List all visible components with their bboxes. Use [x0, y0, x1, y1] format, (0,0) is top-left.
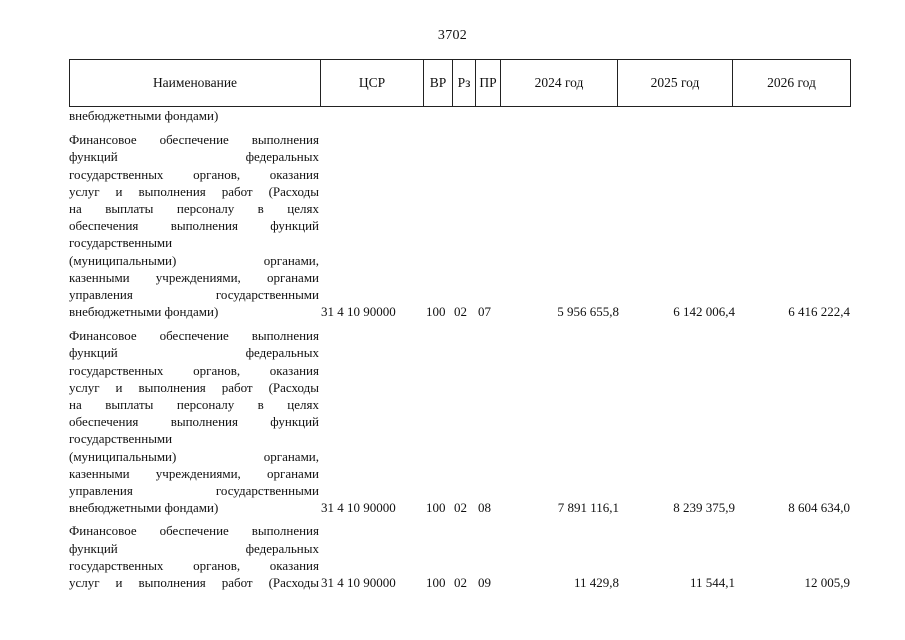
row-name-line: государственными	[69, 431, 173, 447]
header-rz: Рз	[453, 60, 476, 107]
row-name-line: Финансовое обеспечение выполнения	[69, 328, 319, 344]
table-row	[69, 131, 850, 320]
row-pr: 09	[478, 574, 491, 590]
header-csr: ЦСР	[321, 60, 424, 107]
row-name-line: внебюджетными фондами)	[69, 500, 219, 516]
row-value-2025: 8 239 375,9	[673, 500, 735, 516]
row-name-line: государственными	[69, 235, 173, 251]
continuation-line: внебюджетными фондами)	[69, 108, 219, 123]
row-value-2026: 6 416 222,4	[788, 304, 850, 320]
row-rz: 02	[454, 574, 467, 590]
row-value-2024: 11 429,8	[573, 574, 619, 590]
header-2024: 2024 год	[501, 60, 618, 107]
table-row	[69, 327, 850, 516]
row-vr: 100	[426, 500, 446, 516]
header-2026: 2026 год	[733, 60, 851, 107]
header-name: Наименование	[70, 60, 321, 107]
row-name-line: функций федеральных	[69, 149, 319, 165]
row-name-line: управления государственными	[69, 482, 319, 498]
row-vr: 100	[426, 304, 446, 320]
row-name-line: казенными учреждениями, органами	[69, 465, 319, 481]
row-name-line: Финансовое обеспечение выполнения	[69, 132, 319, 148]
row-value-2025: 6 142 006,4	[673, 304, 735, 320]
row-rz: 02	[454, 304, 467, 320]
row-value-2024: 5 956 655,8	[557, 304, 619, 320]
page-number: 3702	[437, 28, 468, 43]
header-pr: ПР	[476, 60, 501, 107]
table-row	[69, 522, 850, 591]
row-name-line: Финансовое обеспечение выполнения	[69, 523, 319, 539]
header-vr: ВР	[424, 60, 453, 107]
row-name-line: услуг и выполнения работ (Расходы	[69, 183, 319, 199]
row-value-2026: 12 005,9	[804, 574, 850, 590]
row-name-line: управления государственными	[69, 286, 319, 302]
row-name-line: государственных органов, оказания	[69, 166, 319, 182]
row-name-line: функций федеральных	[69, 540, 319, 556]
table-header	[69, 59, 851, 107]
row-name-line: услуг и выполнения работ (Расходы	[69, 379, 319, 395]
row-name-line: обеспечения выполнения функций	[69, 414, 319, 430]
table-body	[69, 107, 850, 597]
row-name-line: внебюджетными фондами)	[69, 304, 219, 320]
row-name-line: на выплаты персоналу в целях	[69, 397, 319, 412]
row-name	[69, 131, 319, 320]
row-csr: 31 4 10 90000	[321, 574, 396, 590]
row-name-line: услуг и выполнения работ (Расходы	[69, 574, 319, 590]
row-csr: 31 4 10 90000	[321, 304, 396, 320]
row-name-line: (муниципальными) органами,	[69, 252, 319, 268]
row-value-2026: 8 604 634,0	[788, 500, 850, 516]
row-name-line: функций федеральных	[69, 345, 319, 361]
row-pr: 07	[478, 304, 491, 320]
row-name	[69, 327, 319, 516]
row-name-line: (муниципальными) органами,	[69, 448, 319, 464]
row-rz: 02	[454, 500, 467, 516]
row-csr: 31 4 10 90000	[321, 500, 396, 516]
row-name-line: обеспечения выполнения функций	[69, 218, 319, 234]
header-2025: 2025 год	[618, 60, 733, 107]
row-name-line: государственных органов, оказания	[69, 362, 319, 378]
row-vr: 100	[426, 574, 446, 590]
row-name-line: казенными учреждениями, органами	[69, 269, 319, 285]
row-value-2025: 11 544,1	[689, 574, 735, 590]
row-name-line: государственных органов, оказания	[69, 557, 319, 573]
row-name-line: на выплаты персоналу в целях	[69, 200, 319, 216]
row-value-2024: 7 891 116,1	[557, 500, 619, 516]
row-pr: 08	[478, 500, 491, 516]
